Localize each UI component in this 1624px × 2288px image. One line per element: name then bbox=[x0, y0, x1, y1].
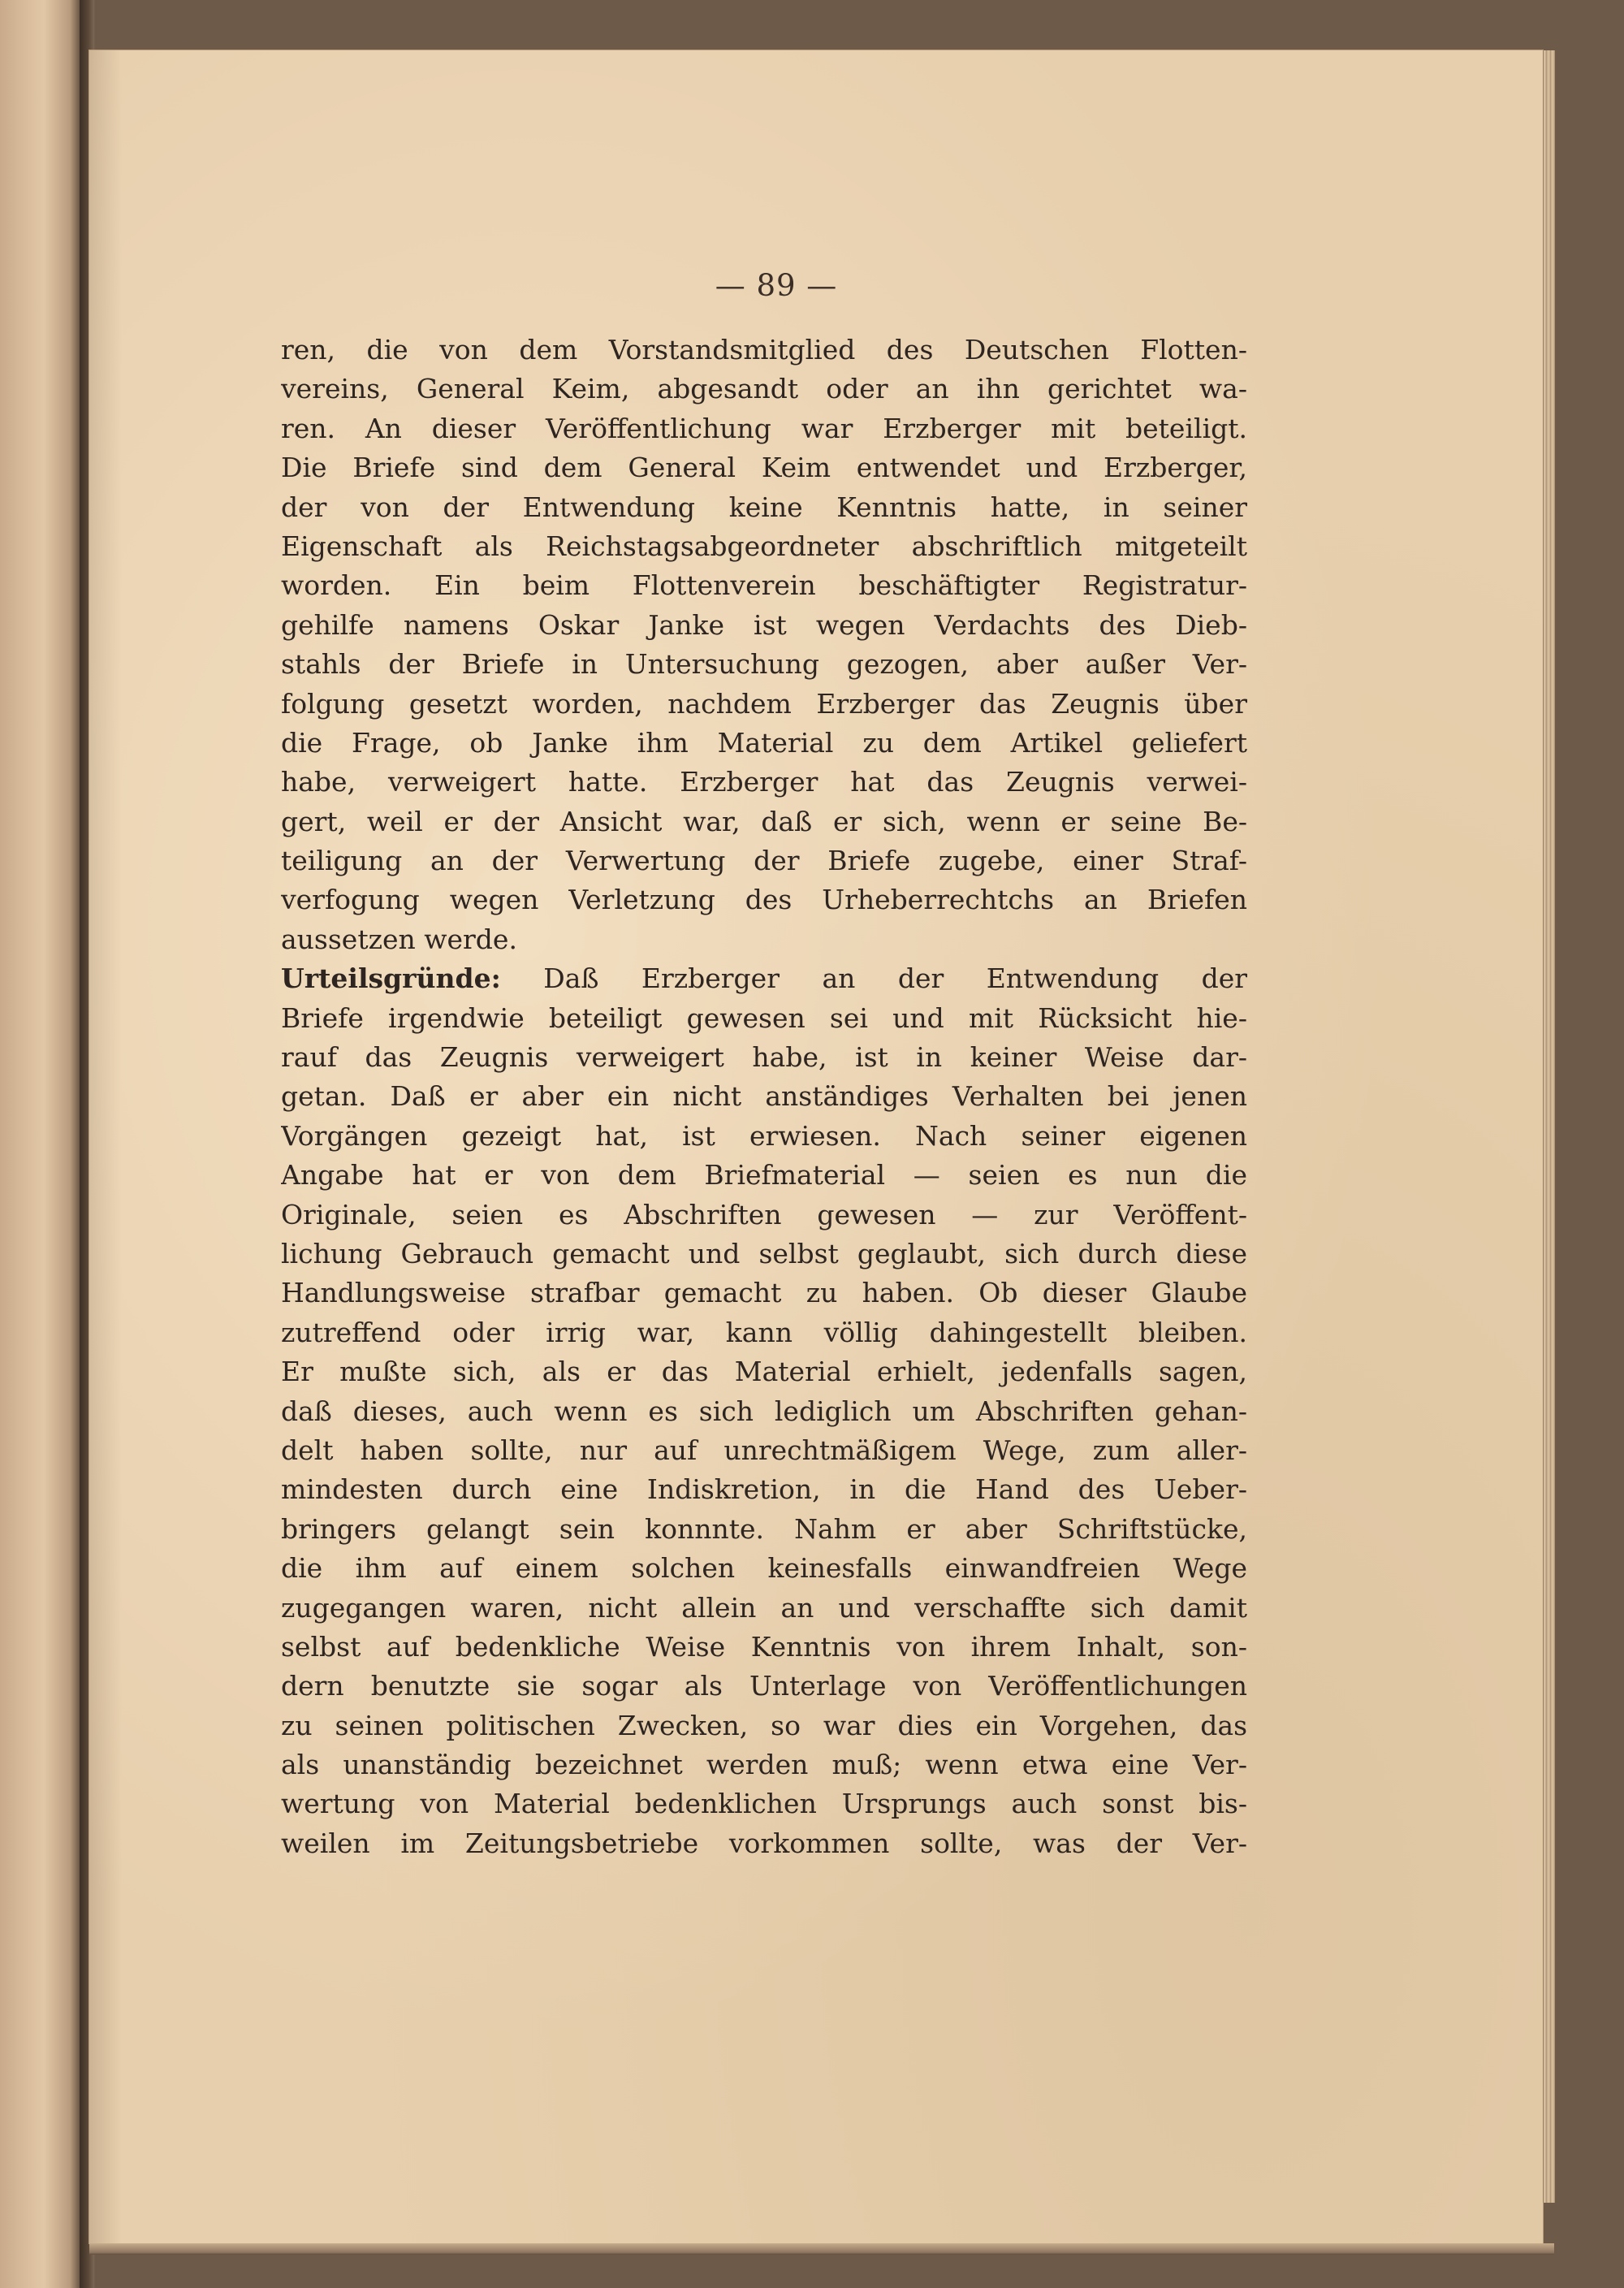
paragraph-lead-rest: Daß Erzberger an der Entwendung der bbox=[543, 962, 1247, 995]
text-line: verfogung wegen Verletzung des Urheberrechtchs an Briefen bbox=[281, 884, 1247, 916]
text-line: zutreffend oder irrig war, kann völlig dahingestellt bleiben. bbox=[281, 1316, 1247, 1348]
text-line: Briefe irgendwie beteiligt gewesen sei und mit Rücksicht hie- bbox=[281, 1001, 1247, 1034]
text-line: vereins, General Keim, abgesandt oder an ihn gerichtet wa- bbox=[281, 373, 1247, 405]
text-line: lichung Gebrauch gemacht und selbst geglaubt, sich durch diese bbox=[281, 1237, 1247, 1269]
text-line: mindesten durch eine Indiskretion, in die Hand des Ueber- bbox=[281, 1473, 1247, 1506]
text-line: getan. Daß er aber ein nicht anständiges Verhalten bei jenen bbox=[281, 1080, 1247, 1113]
text-line: Vorgängen gezeigt hat, ist erwiesen. Nach seiner eigenen bbox=[281, 1119, 1247, 1152]
text-line: die ihm auf einem solchen keinesfalls einwandfreien Wege bbox=[281, 1552, 1247, 1585]
page-number: — 89 — bbox=[715, 268, 838, 303]
paragraph-2 bbox=[281, 959, 1247, 1863]
page-stack-edge bbox=[1543, 50, 1555, 2203]
text-line: die Frage, ob Janke ihm Material zu dem Artikel geliefert bbox=[281, 726, 1247, 759]
text-line: zu seinen politischen Zwecken, so war dies ein Vorgehen, das bbox=[281, 1709, 1247, 1741]
text-line: zugegangen waren, nicht allein an und verschaffte sich damit bbox=[281, 1591, 1247, 1624]
text-line: daß dieses, auch wenn es sich lediglich um Abschriften gehan- bbox=[281, 1395, 1247, 1427]
text-line: ren. An dieser Veröffentlichung war Erzberger mit beteiligt. bbox=[281, 412, 1247, 444]
text-line: folgung gesetzt worden, nachdem Erzberger das Zeugnis über bbox=[281, 687, 1247, 720]
text-line: weilen im Zeitungsbetriebe vorkommen sollte, was der Ver- bbox=[281, 1827, 1247, 1859]
text-line: gehilfe namens Oskar Janke ist wegen Verdachts des Dieb- bbox=[281, 608, 1247, 641]
text-line: aussetzen werde. bbox=[281, 923, 517, 955]
text-line: dern benutzte sie sogar als Unterlage von Veröffentlichungen bbox=[281, 1670, 1247, 1702]
text-line: rauf das Zeugnis verweigert habe, ist in keiner Weise dar- bbox=[281, 1041, 1247, 1074]
paragraph-1 bbox=[281, 331, 1247, 959]
text-line: Eigenschaft als Reichstagsabgeordneter abschriftlich mitgeteilt bbox=[281, 530, 1247, 562]
text-line: delt haben sollte, nur auf unrechtmäßigem Wege, zum aller- bbox=[281, 1434, 1247, 1466]
text-line: stahls der Briefe in Untersuchung gezogen, aber außer Ver- bbox=[281, 648, 1247, 681]
text-line: Er mußte sich, als er das Material erhielt, jedenfalls sagen, bbox=[281, 1356, 1247, 1388]
text-line: bringers gelangt sein konnnte. Nahm er aber Schriftstücke, bbox=[281, 1512, 1247, 1545]
text-line: Handlungsweise strafbar gemacht zu haben. Ob dieser Glaube bbox=[281, 1277, 1247, 1309]
text-line: teiligung an der Verwertung der Briefe zugebe, einer Straf- bbox=[281, 845, 1247, 877]
text-line: als unanständig bezeichnet werden muß; wenn etwa eine Ver- bbox=[281, 1749, 1247, 1781]
text-line: gert, weil er der Ansicht war, daß er sich, wenn er seine Be- bbox=[281, 805, 1247, 837]
text-line: der von der Entwendung keine Kenntnis hatte, in seiner bbox=[281, 491, 1247, 523]
text-line: habe, verweigert hatte. Erzberger hat das Zeugnis verwei- bbox=[281, 766, 1247, 798]
text-line: Originale, seien es Abschriften gewesen — zur Veröffent- bbox=[281, 1198, 1247, 1231]
body-text bbox=[281, 331, 1247, 1863]
text-line: selbst auf bedenkliche Weise Kenntnis von ihrem Inhalt, son- bbox=[281, 1630, 1247, 1663]
text-line: wertung von Material bedenklichen Ursprungs auch sonst bis- bbox=[281, 1788, 1247, 1820]
facing-page-edge bbox=[0, 0, 80, 2288]
text-line: ren, die von dem Vorstandsmitglied des Deutschen Flotten- bbox=[281, 334, 1247, 365]
text-line: Die Briefe sind dem General Keim entwendet und Erzberger, bbox=[281, 452, 1247, 484]
page-stack-bottom bbox=[89, 2243, 1554, 2255]
text-line-first bbox=[281, 959, 1247, 998]
text-line: Angabe hat er von dem Briefmaterial — seien es nun die bbox=[281, 1159, 1247, 1192]
text-line: worden. Ein beim Flottenverein beschäftigter Registratur- bbox=[281, 569, 1247, 602]
paragraph-lead: Urteilsgründe: bbox=[281, 962, 501, 995]
